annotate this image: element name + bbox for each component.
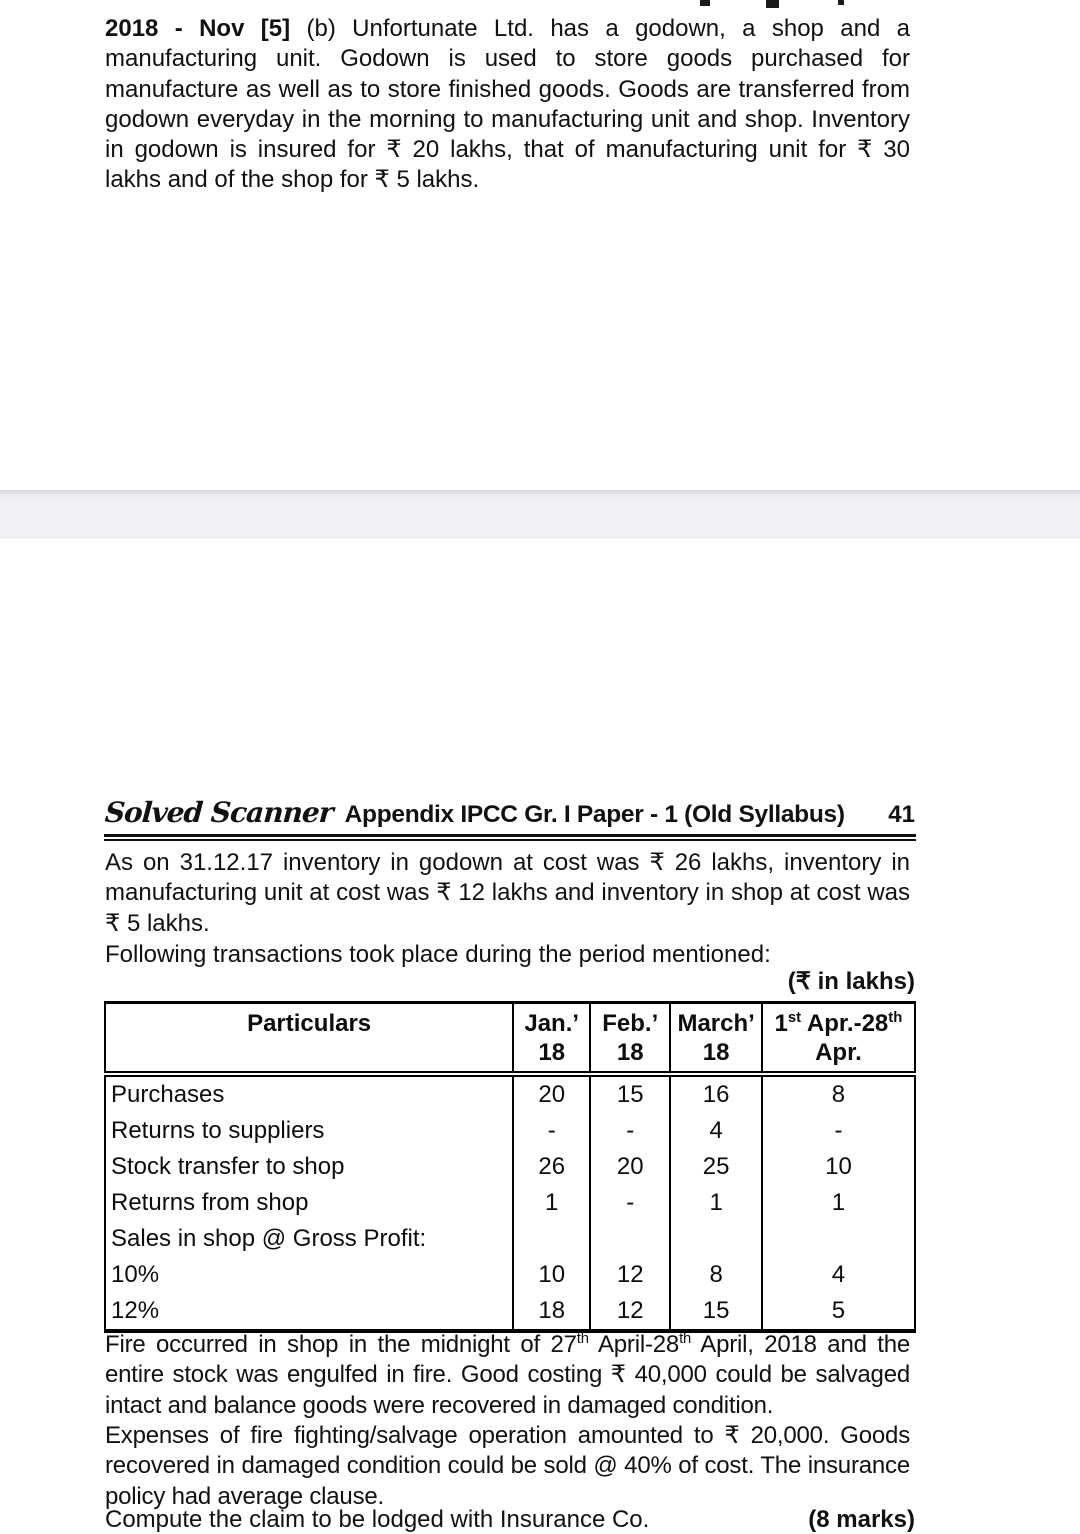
table-cell: 12 bbox=[590, 1293, 670, 1331]
column-header-jan18: Jan.’ 18 bbox=[513, 1003, 590, 1075]
transactions-table bbox=[104, 1001, 916, 1333]
table-cell: 1 bbox=[513, 1185, 590, 1221]
table-cell: 15 bbox=[590, 1074, 670, 1113]
row-label: Purchases bbox=[111, 1081, 225, 1108]
table-cell: 5 bbox=[762, 1293, 915, 1331]
clipped-line-fragment bbox=[766, 0, 779, 8]
compute-claim-text: Compute the claim to be lodged with Insurance Co. bbox=[105, 1506, 650, 1533]
brand-logo: Solved Scanner bbox=[103, 796, 334, 829]
table-row bbox=[105, 1221, 915, 1257]
page-number: 41 bbox=[888, 801, 915, 828]
table-cell: 1 bbox=[762, 1185, 915, 1221]
table-cell bbox=[590, 1221, 670, 1257]
row-label: Returns to suppliers bbox=[111, 1117, 325, 1144]
table-cell: 20 bbox=[590, 1149, 670, 1185]
column-header-apr: 1st Apr.-28th Apr. bbox=[762, 1003, 915, 1075]
row-label: Returns from shop bbox=[111, 1189, 309, 1216]
question-ref: 2018 - Nov [5] bbox=[105, 15, 291, 42]
table-cell: 26 bbox=[513, 1149, 590, 1185]
question-body: (b) Unfortunate Ltd. has a godown, a shop and a manufacturing unit. Godown is used to store goods purchased for manufacture as well as to store finished goods. Goods are transferred from godown everyday in the morning to manufacturing unit and shop. Inventory in godown is insured for ₹ 20 lakhs, that of manufacturing unit for ₹ 30 lakhs and of the shop for ₹ 5 lakhs. bbox=[105, 15, 910, 194]
header-title: Appendix IPCC Gr. I Paper - 1 (Old Syllabus) bbox=[344, 801, 845, 828]
table-cell: 16 bbox=[670, 1074, 762, 1113]
table-cell: 15 bbox=[670, 1293, 762, 1331]
table-cell bbox=[513, 1221, 590, 1257]
header-rule bbox=[104, 834, 916, 841]
table-cell: 10 bbox=[513, 1257, 590, 1293]
column-header-particulars: Particulars bbox=[105, 1003, 513, 1075]
table-cell: 1 bbox=[670, 1185, 762, 1221]
table-cell: 4 bbox=[762, 1257, 915, 1293]
table-row bbox=[105, 1293, 915, 1331]
column-header-march18: March’ 18 bbox=[670, 1003, 762, 1075]
table-row bbox=[105, 1149, 915, 1185]
table-cell bbox=[762, 1221, 915, 1257]
row-label: 12% bbox=[111, 1297, 160, 1324]
column-header-feb18: Feb.’ 18 bbox=[590, 1003, 670, 1075]
table-cell: 10 bbox=[762, 1149, 915, 1185]
table-cell: - bbox=[590, 1185, 670, 1221]
table-cell: 18 bbox=[513, 1293, 590, 1331]
table-cell: - bbox=[513, 1113, 590, 1149]
table-cell: 8 bbox=[762, 1074, 915, 1113]
page-header bbox=[105, 796, 915, 829]
question-paragraph bbox=[105, 14, 910, 196]
question-ask-row bbox=[105, 1506, 915, 1534]
table-cell: - bbox=[590, 1113, 670, 1149]
table-cell: - bbox=[762, 1113, 915, 1149]
fire-paragraph: Fire occurred in shop in the midnight of 27th April-28th April, 2018 and the entire stock was engulfed in fire. Good costing ₹ 40,000 could be salvaged intact and balance goods were recovered in damaged condition. bbox=[105, 1331, 910, 1419]
marks-label: (8 marks) bbox=[808, 1506, 915, 1533]
row-label: 10% bbox=[111, 1261, 160, 1288]
table-cell: 8 bbox=[670, 1257, 762, 1293]
expenses-paragraph: Expenses of fire fighting/salvage operation amounted to ₹ 20,000. Goods recovered in damaged condition could be sold @ 40% of cost. The insurance policy had average clause. bbox=[105, 1422, 910, 1510]
clipped-line-fragment bbox=[700, 0, 710, 6]
unit-note: (₹ in lakhs) bbox=[787, 968, 915, 995]
row-label: Sales in shop @ Gross Profit: bbox=[111, 1225, 427, 1252]
table-cell: 4 bbox=[670, 1113, 762, 1149]
table-header-row bbox=[105, 1003, 915, 1075]
table-cell: 25 bbox=[670, 1149, 762, 1185]
page-gap-divider bbox=[0, 490, 1080, 538]
transactions-intro: Following transactions took place during the period mentioned: bbox=[105, 941, 771, 968]
row-label: Stock transfer to shop bbox=[111, 1153, 345, 1180]
table-row bbox=[105, 1185, 915, 1221]
table-cell: 12 bbox=[590, 1257, 670, 1293]
table-cell: 20 bbox=[513, 1074, 590, 1113]
table-row bbox=[105, 1074, 915, 1113]
inventory-paragraph: As on 31.12.17 inventory in godown at cost was ₹ 26 lakhs, inventory in manufacturing unit at cost was ₹ 12 lakhs and inventory in shop at cost was ₹ 5 lakhs. bbox=[105, 849, 910, 937]
table-cell bbox=[670, 1221, 762, 1257]
table-row bbox=[105, 1113, 915, 1149]
clipped-line-fragment bbox=[838, 0, 844, 5]
table-row bbox=[105, 1257, 915, 1293]
